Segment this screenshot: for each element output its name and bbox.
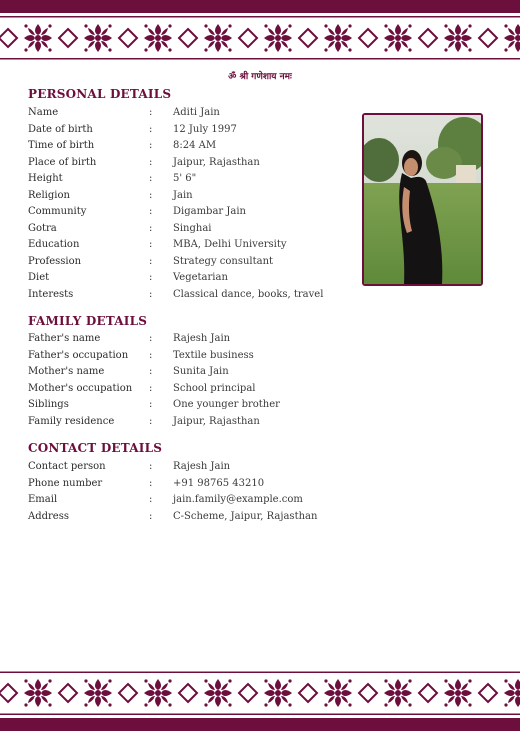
separator: : [149,510,153,522]
personal-details-list [28,105,348,304]
separator: : [149,140,153,152]
separator: : [149,289,153,301]
detail-value: +91 98765 43210 [173,477,265,489]
detail-row [28,459,348,476]
detail-value: School principal [173,382,256,394]
detail-value: Vegetarian [173,272,228,284]
separator: : [149,349,153,361]
invocation-text: ॐ श्री गणेशाय नमः [228,72,292,82]
detail-value: Strategy consultant [173,255,274,267]
detail-label: Community [28,206,87,218]
separator: : [149,222,153,234]
separator: : [149,494,153,506]
detail-row [28,287,348,304]
detail-value: Classical dance, books, travel [173,289,324,301]
decorative-border-bottom [0,669,520,731]
detail-row [28,237,348,254]
family-details-list [28,331,348,430]
detail-row [28,381,348,398]
separator: : [149,255,153,267]
detail-label: Contact person [28,461,106,472]
separator: : [149,477,153,489]
detail-value: MBA, Delhi University [173,239,287,251]
detail-value: jain.family@example.com [173,494,303,506]
detail-label: Email [28,494,58,506]
detail-label: Address [28,510,69,522]
detail-label: Father's occupation [28,349,129,361]
detail-label: Mother's occupation [28,382,133,394]
detail-label: Family residence [28,415,115,427]
detail-row [28,364,348,381]
section-title-personal: PERSONAL DETAILS [28,87,172,101]
detail-value: 5' 6" [173,173,197,185]
separator: : [149,239,153,251]
detail-label: Height [28,173,63,185]
detail-row [28,221,348,238]
detail-row [28,122,348,139]
profile-photo [362,113,483,286]
separator: : [149,107,153,118]
detail-label: Name [28,107,59,118]
detail-label: Place of birth [28,156,97,168]
separator: : [149,173,153,185]
detail-value: Textile business [173,349,254,361]
detail-label: Phone number [28,477,103,489]
detail-value: Sunita Jain [173,366,229,378]
detail-label: Time of birth [28,140,95,152]
detail-label: Diet [28,272,50,284]
detail-value: Digambar Jain [173,206,246,218]
separator: : [149,382,153,394]
separator: : [149,156,153,168]
detail-value: C-Scheme, Jaipur, Rajasthan [173,510,318,522]
detail-label: Father's name [28,333,101,344]
detail-label: Mother's name [28,366,105,378]
separator: : [149,399,153,411]
detail-value: 8:24 AM [173,140,217,152]
detail-row [28,492,348,509]
separator: : [149,123,153,135]
detail-row [28,188,348,205]
separator: : [149,333,153,344]
section-title-family: FAMILY DETAILS [28,314,148,328]
separator: : [149,206,153,218]
detail-label: Religion [28,189,70,201]
detail-row [28,105,348,122]
separator: : [149,189,153,201]
detail-row [28,171,348,188]
detail-label: Education [28,239,80,251]
detail-value: Jaipur, Rajasthan [173,156,260,168]
detail-row [28,204,348,221]
detail-label: Interests [28,289,74,301]
detail-row [28,270,348,287]
detail-row [28,476,348,493]
detail-row [28,348,348,365]
detail-row [28,138,348,155]
detail-label: Profession [28,255,82,267]
detail-value: Rajesh Jain [173,333,231,344]
separator: : [149,366,153,378]
detail-value: Jaipur, Rajasthan [173,415,260,427]
separator: : [149,461,153,472]
detail-row [28,155,348,172]
separator: : [149,415,153,427]
detail-row [28,254,348,271]
detail-value: Jain [173,189,193,201]
separator: : [149,272,153,284]
detail-label: Siblings [28,399,69,411]
section-title-contact: CONTACT DETAILS [28,441,163,455]
detail-value: Singhai [173,222,212,234]
detail-row [28,331,348,348]
detail-value: One younger brother [173,399,280,411]
detail-value: 12 July 1997 [173,123,237,135]
detail-label: Gotra [28,222,57,234]
detail-row [28,397,348,414]
detail-row [28,414,348,431]
decorative-border-top [0,0,520,62]
detail-value: Rajesh Jain [173,461,231,472]
detail-label: Date of birth [28,123,93,135]
detail-value: Aditi Jain [173,107,220,118]
detail-row [28,509,348,526]
contact-details-list [28,459,348,525]
